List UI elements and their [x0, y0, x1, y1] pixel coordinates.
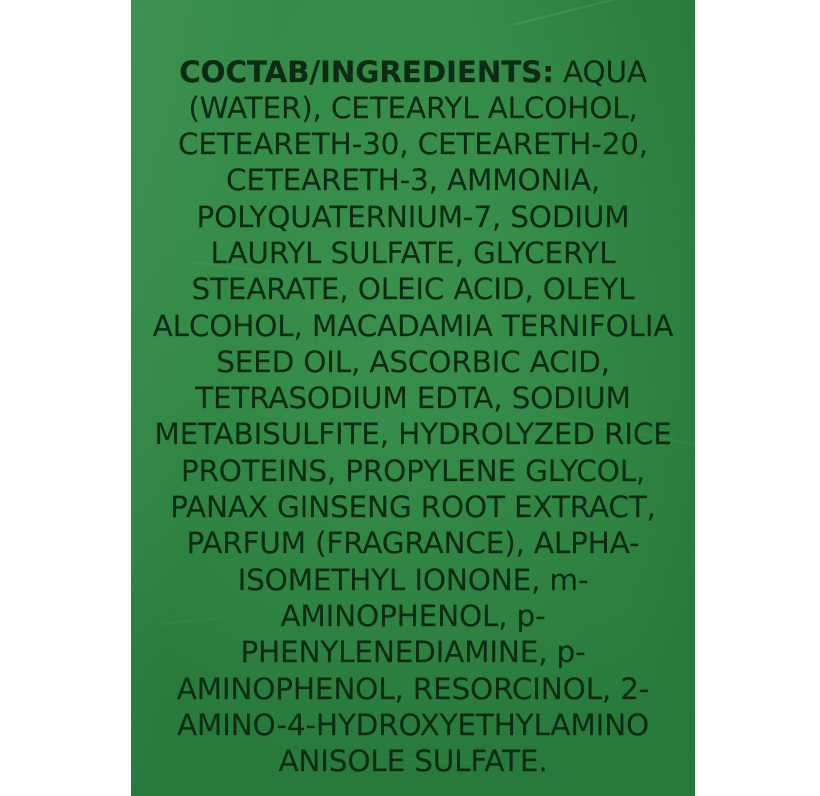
ingredients-list-text: AQUA (WATER), CETEARYL ALCOHOL, CETEARETH-30, CETEARETH-20, CETEARETH-3, AMMONIA, POLYQUATERNIUM-7, SODIUM LAURYL SULFATE, GLYCERYL STEARATE, OLEIC ACID, OLEYL ALCOHOL, MACADAMIA TERNIFOLIA SEED OIL, ASCORBIC ACID, TETRASODIUM EDTA, SODIUM METABISULFITE, HYDROLYZED RICE PROTEINS, PROPYLENE GLYCOL, PANAX GINSENG ROOT EXTRACT, PARFUM (FRAGRANCE), ALPHA-ISOMETHYL IONONE, m-AMINOPHENOL, p-PHENYLENEDIAMINE, p-AMINOPHENOL, RESORCINOL, 2-AMINO-4-HYDROXYETHYLAMINO ANISOLE SULFATE.: [152, 54, 674, 779]
scratch-mark: [513, 0, 640, 26]
green-label-panel: [131, 0, 695, 796]
ingredients-heading: COCTAB/INGREDIENTS:: [179, 54, 554, 89]
ingredients-paragraph: [149, 54, 677, 780]
